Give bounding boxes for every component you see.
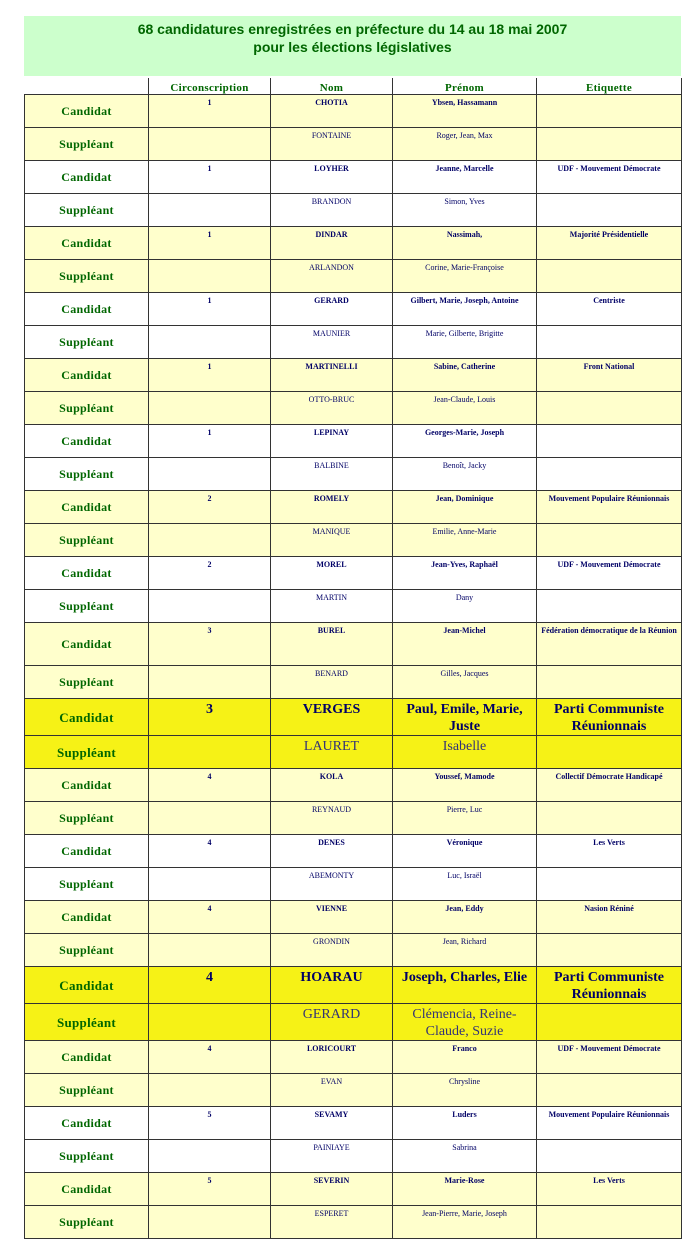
prenom-cell: Luc, Israël xyxy=(393,868,537,901)
nom-cell: ABEMONTY xyxy=(271,868,393,901)
table-row xyxy=(25,699,682,736)
table-row xyxy=(25,802,682,835)
table-row xyxy=(25,590,682,623)
table-row xyxy=(25,1140,682,1173)
prenom-cell: Emilie, Anne-Marie xyxy=(393,524,537,557)
prenom-cell: Corine, Marie-Françoise xyxy=(393,260,537,293)
circonscription-cell: 1 xyxy=(149,359,271,392)
etiquette-cell xyxy=(537,326,682,359)
table-row xyxy=(25,293,682,326)
etiquette-cell: UDF - Mouvement Démocrate xyxy=(537,1041,682,1074)
etiquette-cell: Mouvement Populaire Réunionnais xyxy=(537,1107,682,1140)
circonscription-cell xyxy=(149,524,271,557)
document-title xyxy=(24,16,681,76)
table-row xyxy=(25,392,682,425)
circonscription-cell xyxy=(149,1074,271,1107)
nom-cell: DINDAR xyxy=(271,227,393,260)
etiquette-cell xyxy=(537,802,682,835)
header-circonscription: Circonscription xyxy=(149,78,271,95)
prenom-cell: Georges-Marie, Joseph xyxy=(393,425,537,458)
role-cell: Suppléant xyxy=(25,1140,149,1173)
nom-cell: VIENNE xyxy=(271,901,393,934)
table-row xyxy=(25,524,682,557)
role-cell: Candidat xyxy=(25,95,149,128)
circonscription-cell xyxy=(149,194,271,227)
table-row xyxy=(25,666,682,699)
circonscription-cell xyxy=(149,590,271,623)
role-cell: Suppléant xyxy=(25,934,149,967)
table-row xyxy=(25,161,682,194)
prenom-cell: Paul, Emile, Marie, Juste xyxy=(393,699,537,736)
circonscription-cell xyxy=(149,1140,271,1173)
table-row xyxy=(25,227,682,260)
role-cell: Suppléant xyxy=(25,260,149,293)
title-line-2: pour les élections législatives xyxy=(253,39,452,55)
nom-cell: EVAN xyxy=(271,1074,393,1107)
etiquette-cell xyxy=(537,458,682,491)
etiquette-cell xyxy=(537,260,682,293)
etiquette-cell xyxy=(537,1140,682,1173)
nom-cell: REYNAUD xyxy=(271,802,393,835)
etiquette-cell xyxy=(537,590,682,623)
table-row xyxy=(25,868,682,901)
nom-cell: HOARAU xyxy=(271,967,393,1004)
nom-cell: MAUNIER xyxy=(271,326,393,359)
nom-cell: LOYHER xyxy=(271,161,393,194)
role-cell: Suppléant xyxy=(25,1206,149,1239)
prenom-cell: Franco xyxy=(393,1041,537,1074)
etiquette-cell: Les Verts xyxy=(537,1173,682,1206)
circonscription-cell: 1 xyxy=(149,95,271,128)
table-row xyxy=(25,736,682,769)
circonscription-cell: 4 xyxy=(149,901,271,934)
role-cell: Candidat xyxy=(25,1107,149,1140)
nom-cell: SEVAMY xyxy=(271,1107,393,1140)
nom-cell: MOREL xyxy=(271,557,393,590)
circonscription-cell: 5 xyxy=(149,1173,271,1206)
role-cell: Suppléant xyxy=(25,458,149,491)
prenom-cell: Jean-Michel xyxy=(393,623,537,666)
circonscription-cell xyxy=(149,934,271,967)
circonscription-cell xyxy=(149,666,271,699)
table-row xyxy=(25,1173,682,1206)
etiquette-cell xyxy=(537,1074,682,1107)
circonscription-cell xyxy=(149,326,271,359)
circonscription-cell: 2 xyxy=(149,557,271,590)
circonscription-cell xyxy=(149,1206,271,1239)
nom-cell: ROMELY xyxy=(271,491,393,524)
nom-cell: BUREL xyxy=(271,623,393,666)
etiquette-cell xyxy=(537,524,682,557)
prenom-cell: Gilbert, Marie, Joseph, Antoine xyxy=(393,293,537,326)
role-cell: Candidat xyxy=(25,623,149,666)
circonscription-cell: 4 xyxy=(149,835,271,868)
etiquette-cell: UDF - Mouvement Démocrate xyxy=(537,161,682,194)
etiquette-cell: Nasion Réniné xyxy=(537,901,682,934)
prenom-cell: Marie-Rose xyxy=(393,1173,537,1206)
nom-cell: PAINIAYE xyxy=(271,1140,393,1173)
nom-cell: MARTINELLI xyxy=(271,359,393,392)
circonscription-cell: 5 xyxy=(149,1107,271,1140)
nom-cell: BENARD xyxy=(271,666,393,699)
circonscription-cell xyxy=(149,802,271,835)
circonscription-cell xyxy=(149,868,271,901)
prenom-cell: Roger, Jean, Max xyxy=(393,128,537,161)
table-row xyxy=(25,934,682,967)
etiquette-cell xyxy=(537,128,682,161)
prenom-cell: Clémencia, Reine-Claude, Suzie xyxy=(393,1004,537,1041)
nom-cell: BALBINE xyxy=(271,458,393,491)
prenom-cell: Marie, Gilberte, Brigitte xyxy=(393,326,537,359)
circonscription-cell: 1 xyxy=(149,227,271,260)
prenom-cell: Ybsen, Hassamann xyxy=(393,95,537,128)
etiquette-cell xyxy=(537,868,682,901)
table-row xyxy=(25,557,682,590)
table-row xyxy=(25,359,682,392)
table-row xyxy=(25,458,682,491)
etiquette-cell: UDF - Mouvement Démocrate xyxy=(537,557,682,590)
etiquette-cell: Parti Communiste Réunionnais xyxy=(537,699,682,736)
prenom-cell: Véronique xyxy=(393,835,537,868)
etiquette-cell: Collectif Démocrate Handicapé xyxy=(537,769,682,802)
etiquette-cell xyxy=(537,425,682,458)
table-row xyxy=(25,1206,682,1239)
role-cell: Suppléant xyxy=(25,736,149,769)
role-cell: Candidat xyxy=(25,293,149,326)
prenom-cell: Pierre, Luc xyxy=(393,802,537,835)
etiquette-cell: Majorité Présidentielle xyxy=(537,227,682,260)
nom-cell: OTTO-BRUC xyxy=(271,392,393,425)
prenom-cell: Joseph, Charles, Elie xyxy=(393,967,537,1004)
prenom-cell: Jean-Yves, Raphaël xyxy=(393,557,537,590)
table-row xyxy=(25,1074,682,1107)
table-row xyxy=(25,835,682,868)
prenom-cell: Jeanne, Marcelle xyxy=(393,161,537,194)
prenom-cell: Sabine, Catherine xyxy=(393,359,537,392)
circonscription-cell: 3 xyxy=(149,699,271,736)
role-cell: Candidat xyxy=(25,769,149,802)
circonscription-cell xyxy=(149,392,271,425)
role-cell: Suppléant xyxy=(25,524,149,557)
circonscription-cell: 4 xyxy=(149,967,271,1004)
circonscription-cell: 3 xyxy=(149,623,271,666)
etiquette-cell xyxy=(537,194,682,227)
etiquette-cell xyxy=(537,666,682,699)
circonscription-cell xyxy=(149,128,271,161)
etiquette-cell xyxy=(537,392,682,425)
nom-cell: GERARD xyxy=(271,1004,393,1041)
circonscription-cell xyxy=(149,736,271,769)
role-cell: Suppléant xyxy=(25,128,149,161)
table-row xyxy=(25,623,682,666)
etiquette-cell xyxy=(537,95,682,128)
role-cell: Candidat xyxy=(25,967,149,1004)
table-row xyxy=(25,128,682,161)
table-header-row xyxy=(25,78,682,95)
circonscription-cell xyxy=(149,1004,271,1041)
prenom-cell: Jean-Pierre, Marie, Joseph xyxy=(393,1206,537,1239)
table-row xyxy=(25,95,682,128)
prenom-cell: Jean, Eddy xyxy=(393,901,537,934)
prenom-cell: Benoît, Jacky xyxy=(393,458,537,491)
title-line-1: 68 candidatures enregistrées en préfecture du 14 au 18 mai 2007 xyxy=(137,21,568,37)
role-cell: Candidat xyxy=(25,227,149,260)
etiquette-cell: Mouvement Populaire Réunionnais xyxy=(537,491,682,524)
role-cell: Suppléant xyxy=(25,666,149,699)
etiquette-cell: Les Verts xyxy=(537,835,682,868)
circonscription-cell: 1 xyxy=(149,161,271,194)
header-prenom: Prénom xyxy=(393,78,537,95)
circonscription-cell: 4 xyxy=(149,769,271,802)
prenom-cell: Simon, Yves xyxy=(393,194,537,227)
table-body xyxy=(25,95,682,1239)
role-cell: Suppléant xyxy=(25,392,149,425)
prenom-cell: Dany xyxy=(393,590,537,623)
nom-cell: KOLA xyxy=(271,769,393,802)
circonscription-cell: 4 xyxy=(149,1041,271,1074)
role-cell: Candidat xyxy=(25,699,149,736)
prenom-cell: Chrysline xyxy=(393,1074,537,1107)
nom-cell: LAURET xyxy=(271,736,393,769)
nom-cell: DENES xyxy=(271,835,393,868)
etiquette-cell xyxy=(537,736,682,769)
nom-cell: MARTIN xyxy=(271,590,393,623)
circonscription-cell xyxy=(149,260,271,293)
nom-cell: VERGES xyxy=(271,699,393,736)
nom-cell: BRANDON xyxy=(271,194,393,227)
candidates-table xyxy=(24,78,682,1239)
role-cell: Candidat xyxy=(25,491,149,524)
table-row xyxy=(25,425,682,458)
role-cell: Candidat xyxy=(25,901,149,934)
role-cell: Candidat xyxy=(25,557,149,590)
table-row xyxy=(25,1041,682,1074)
role-cell: Suppléant xyxy=(25,590,149,623)
role-cell: Suppléant xyxy=(25,1074,149,1107)
table-row xyxy=(25,901,682,934)
circonscription-cell: 1 xyxy=(149,293,271,326)
nom-cell: FONTAINE xyxy=(271,128,393,161)
table-row xyxy=(25,491,682,524)
nom-cell: SEVERIN xyxy=(271,1173,393,1206)
prenom-cell: Luders xyxy=(393,1107,537,1140)
prenom-cell: Youssef, Mamode xyxy=(393,769,537,802)
prenom-cell: Jean, Dominique xyxy=(393,491,537,524)
role-cell: Suppléant xyxy=(25,868,149,901)
header-etiquette: Etiquette xyxy=(537,78,682,95)
circonscription-cell xyxy=(149,458,271,491)
nom-cell: MANIQUE xyxy=(271,524,393,557)
nom-cell: LORICOURT xyxy=(271,1041,393,1074)
etiquette-cell: Centriste xyxy=(537,293,682,326)
table-row xyxy=(25,1004,682,1041)
role-cell: Suppléant xyxy=(25,1004,149,1041)
table-row xyxy=(25,967,682,1004)
role-cell: Candidat xyxy=(25,835,149,868)
role-cell: Candidat xyxy=(25,1041,149,1074)
etiquette-cell: Front National xyxy=(537,359,682,392)
circonscription-cell: 1 xyxy=(149,425,271,458)
prenom-cell: Gilles, Jacques xyxy=(393,666,537,699)
nom-cell: ESPERET xyxy=(271,1206,393,1239)
role-cell: Suppléant xyxy=(25,802,149,835)
header-blank xyxy=(25,78,149,95)
nom-cell: CHOTIA xyxy=(271,95,393,128)
prenom-cell: Sabrina xyxy=(393,1140,537,1173)
etiquette-cell xyxy=(537,1206,682,1239)
header-nom: Nom xyxy=(271,78,393,95)
role-cell: Suppléant xyxy=(25,194,149,227)
circonscription-cell: 2 xyxy=(149,491,271,524)
nom-cell: ARLANDON xyxy=(271,260,393,293)
nom-cell: GRONDIN xyxy=(271,934,393,967)
table-row xyxy=(25,260,682,293)
table-row xyxy=(25,769,682,802)
role-cell: Candidat xyxy=(25,1173,149,1206)
role-cell: Candidat xyxy=(25,359,149,392)
etiquette-cell: Parti Communiste Réunionnais xyxy=(537,967,682,1004)
prenom-cell: Isabelle xyxy=(393,736,537,769)
etiquette-cell xyxy=(537,934,682,967)
role-cell: Candidat xyxy=(25,425,149,458)
etiquette-cell: Fédération démocratique de la Réunion xyxy=(537,623,682,666)
prenom-cell: Nassimah, xyxy=(393,227,537,260)
nom-cell: LEPINAY xyxy=(271,425,393,458)
prenom-cell: Jean-Claude, Louis xyxy=(393,392,537,425)
nom-cell: GERARD xyxy=(271,293,393,326)
prenom-cell: Jean, Richard xyxy=(393,934,537,967)
table-row xyxy=(25,326,682,359)
role-cell: Suppléant xyxy=(25,326,149,359)
table-row xyxy=(25,1107,682,1140)
etiquette-cell xyxy=(537,1004,682,1041)
role-cell: Candidat xyxy=(25,161,149,194)
table-row xyxy=(25,194,682,227)
